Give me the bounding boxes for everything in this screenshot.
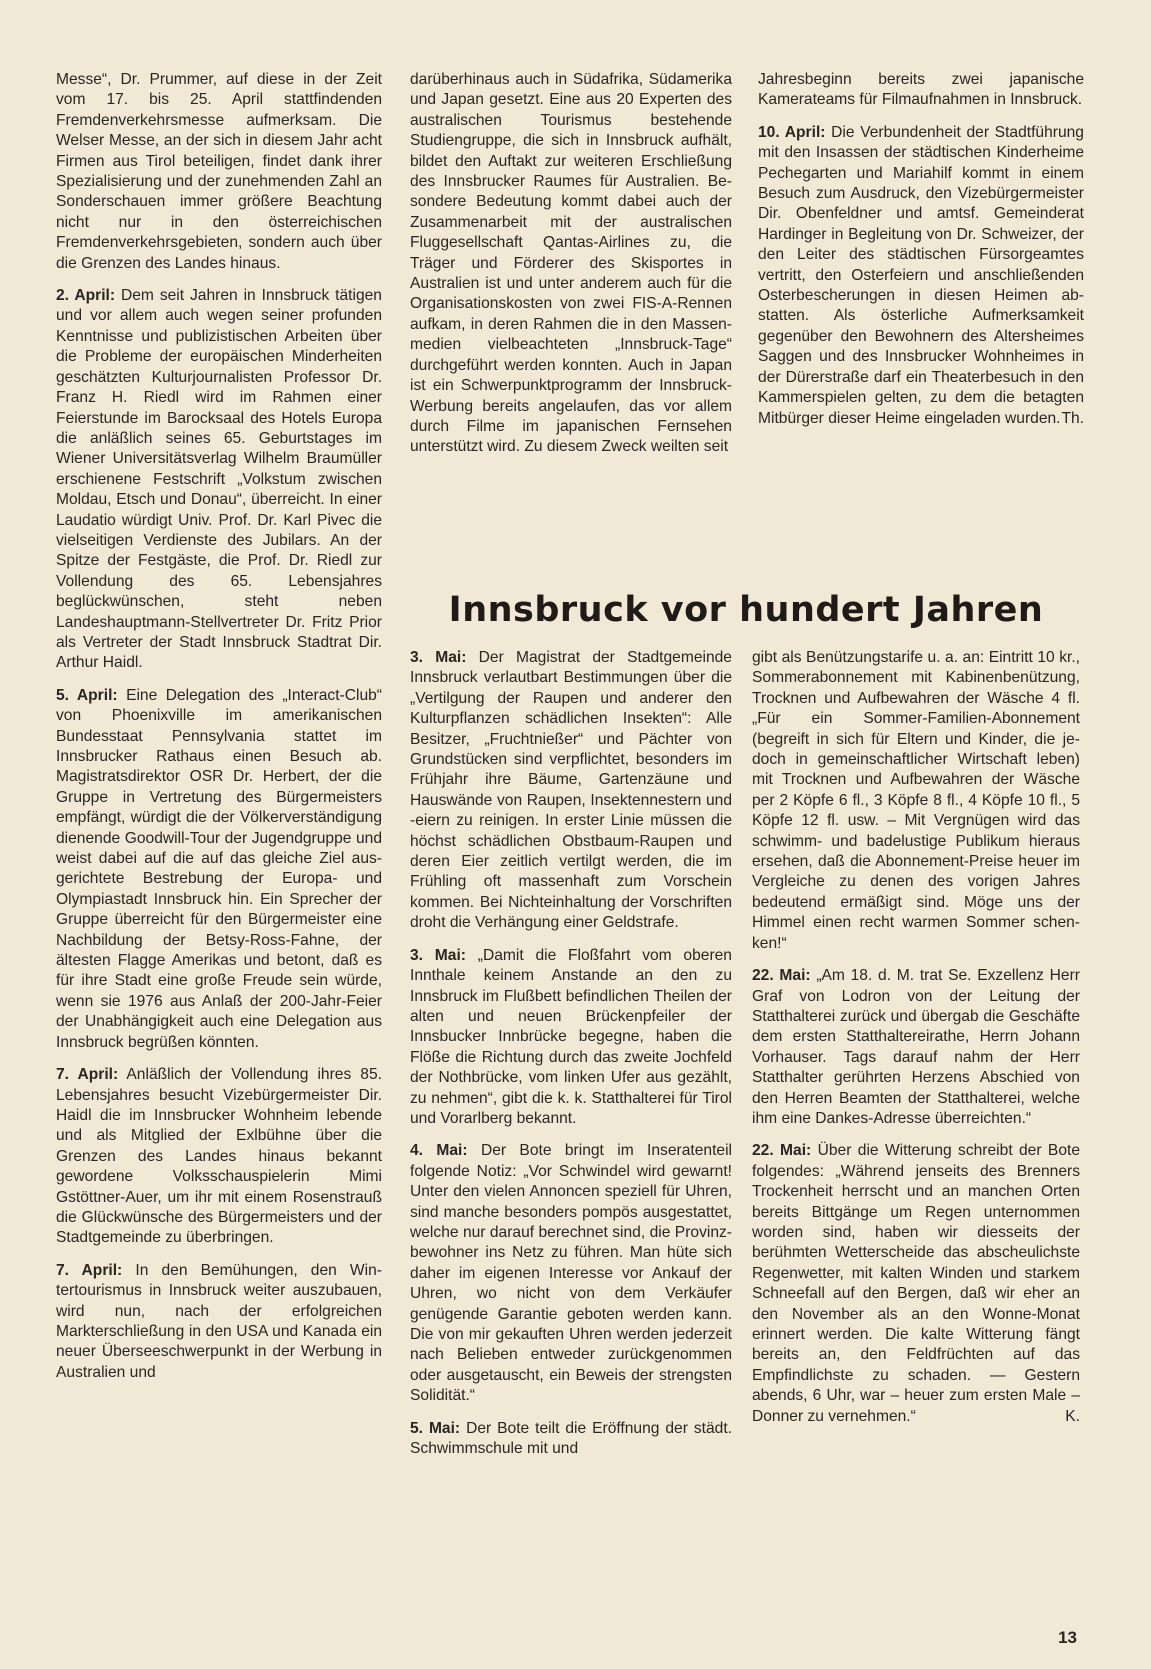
- paragraph: Jahresbeginn bereits zwei japanische Kamerateams für Filmaufnahmen in Innsbruck.: [758, 71, 1084, 109]
- paragraph: 5. Mai: Der Bote teilt die Eröffnung der städt. Schwimmschule mit und: [410, 1419, 732, 1458]
- paragraph: gibt als Benützungstarife u. a. an: Eintritt 10 kr., Sommerabonnement mit Kabinenbenützung, Trocknen und Aufbewahren der Wäsche 4 fl. „Für ein Sommer-Familien-Abonnement (begreift in sich für Eltern und Kinder, die jedoch in gemeinschaftlicher Wirtschaft leben) mit Trocknen und Aufbewahren der Wäsche per 2 Köpfe 6 fl., 3 Köpfe 8 fl., 4 Köpfe 10 fl., 5 Köpfe 12 fl. usw. – Mit Vergnügen wird das schwimm- und badelustige Publikum hieraus ersehen, daß die Abonnement-Preise heuer im Vergleiche zu denen des vorigen Jahres bedeutend ermäßigt sind. Möge uns der Himmel einen recht warmen Sommer schenken!“: [752, 649, 1080, 952]
- text-column-2: [410, 70, 732, 470]
- paragraph: 4. Mai: Der Bote bringt im Inseratenteil folgende Notiz: „Vor Schwindel wird gewarnt! Unter den vielen Annoncen speziell für Uhren, sind manche besonders pompös ausgestattet, welche nur darauf berechnet sind, die Provinzbewohner ins Netz zu führen. Man hüte sich daher im eigenen Interesse vor Ankauf der Uhren, wo nicht von dem Verkäufer genügende Garantie geboten werden kann. Die von mir gekauften Uhren werden jederzeit nach Belieben entweder zurückgenommen oder ausgetauscht, ein Beweis der strengsten Solidität.“: [410, 1142, 732, 1405]
- paragraph: 5. April: Eine Delegation des „Interact-Club“ von Phoenixville im amerikanischen Bundesstaat Pennsylvania stattet im Innsbrucker Rathaus einen Besuch ab. Magistratsdirektor OSR Dr. Herbert, der die Gruppe in Vertretung des Bürgermeisters empfängt, würdigt die der Völkerverständigung dienende Goodwill-Tour der Jugendgruppe und weist dabei auf die auf das gleiche Ziel ausgerichtete Bestrebung der Europa- und Olympiastadt Innsbruck hin. Ein Sprecher der Gruppe überreicht für den Bürgermeister eine Nachbildung der Betsy-Ross-Fahne, der ältesten Flagge Amerikas und betont, daß es für ihre Stadt eine große Freude sein würde, wenn sie 1976 aus Anlaß der 200-Jahr-Feier der Unabhängigkeit auch eine Delegation aus Innsbruck begrüßen könnten.: [56, 686, 382, 1051]
- section-headline: Innsbruck vor hundert Jahren: [448, 590, 1044, 630]
- text-column-3: [758, 70, 1084, 441]
- text-column-4: [410, 648, 732, 1471]
- author-signature: K.: [1065, 1407, 1080, 1425]
- paragraph: Messe“, Dr. Prummer, auf diese in der Zeit vom 17. bis 25. April stattfindenden Fremdenverkehrsmesse aufmerksam. Die Welser Messe, an der sich in diesem Jahr acht Firmen aus Tirol beteiligen, findet dank ihrer Spezialisierung und der zunehmenden Zahl an Sonderschauen immer größere Beachtung nicht nur in den österreichischen Fremdenverkehrsgebieten, sondern auch über die Grenzen des Landes hinaus.: [56, 71, 382, 272]
- paragraph: 7. April: Anläßlich der Vollendung ihres 85. Lebensjahres besucht Vizebürgermeister Dir. Haidl die im Innsbrucker Wohnheim lebende und als Mitglied der Exlbühne über die Grenzen des Landes hinaus bekannt gewordene Volksschauspielerin Mimi Gstöttner-Auer, um ihr mit einem Rosenstrauß die Glückwünsche des Bürgermeisters und der Stadtgemeinde zu überbringen.: [56, 1066, 382, 1247]
- paragraph: 3. Mai: Der Magistrat der Stadtgemeinde Innsbruck verlautbart Bestimmungen über die „Vertilgung der Raupen und anderer den Kulturpflanzen schädlichen Insekten“: Alle Besitzer, „Fruchtnießer“ und Pächter von Grundstücken sind verpflichtet, besonders im Frühjahr ihre Bäume, Gartenzäune und Hauswände von Raupen, Insektennestern und -eiern zu reinigen. In erster Linie müssen die höchst schädlichen Obstbaum-Raupen und deren Eier zeitlich vertilgt werden, die im Frühling oft massenhaft zum Vorschein kommen. Bei Nichteinhaltung der Vorschriften droht die Verhängung einer Geldstrafe.: [410, 649, 732, 932]
- paragraph: 22. Mai: „Am 18. d. M. trat Se. Exzellenz Herr Graf von Lodron von der Leitung der Statthalterei zurück und übergab die Geschäfte dem ersten Statthaltereirathe, Herrn Johann Vorhauser. Tags darauf nahm der Herr Statthalter gerührten Herzens Abschied von den Herren Beamten der Statthalterei, welche ihm eine Dankes-Adresse überreichten.“: [752, 967, 1080, 1127]
- text-column-5: [752, 648, 1080, 1439]
- paragraph: 2. April: Dem seit Jahren in Innsbruck tätigen und vor allem auch wegen seiner profunden Kenntnisse und publizistischen Arbeiten über die Probleme der europäischen Minderheiten geschätzten Kulturjournalisten Professor Dr. Franz H. Riedl wird im Rahmen einer Feierstunde im Barocksaal des Hotels Europa die anläßlich seines 65. Geburtstages im Wiener Universitätsverlag Wilhelm Braumüller erschienene Festschrift „Volkstum zwischen Moldau, Etsch und Donau“, überreicht. In einer Laudatio würdigt Univ. Prof. Dr. Karl Pivec die vielseitigen Verdienste des Jubilars. An der Spitze der Festgäste, die Prof. Dr. Riedl zur Vollendung des 65. Lebensjahres beglückwünschen, steht neben Landeshauptmann-Stellvertreter Dr. Fritz Prior als Vertreter der Stadt Innsbruck Stadtrat Dir. Arthur Haidl.: [56, 287, 382, 672]
- paragraph: 10. April: Die Verbundenheit der Stadtführung mit den Insassen der städtischen Kinderheime Pechegarten und Mariahilf kommt in einem Besuch zum Ausdruck, den Vizebürgermeister Dir. Obenfeldner und amtsf. Gemeinderat Hardinger in Begleitung von Dr. Schweizer, der den Leiter des städtischen Fürsorgeamtes vertritt, den Osterfeiern und anschließenden Osterbescherungen in diesen Heimen abstatten. Als österliche Aufmerksamkeit gegenüber den Bewohnern des Altersheimes Saggen und des Innsbrucker Wohnheimes in der Dürerstraße darf ein Theaterbesuch in den Kammerspielen gelten, zu dem die betagten Mitbürger dieser Heime eingeladen wurden. Th.: [758, 123, 1084, 429]
- text-column-1: [56, 70, 382, 1395]
- paragraph: 7. April: In den Bemühungen, den Wintertourismus in Innsbruck weiter auszubauen, wird nun, nach der erfolgreichen Markterschließung in den USA und Kanada ein neuer Überseeschwerpunkt in der Werbung in Australien und: [56, 1261, 382, 1381]
- paragraph: 22. Mai: Über die Witterung schreibt der Bote folgendes: „Während jenseits des Brenners Trockenheit herrscht und an manchen Orten bereits Bittgänge um Regen unternommen worden sind, haben wir diesseits der berühmten Wetterscheide das abscheulichste Regenwetter, mit kalten Winden und starkem Schneefall auf den Bergen, daß wir eher an den November als an den Wonne-Monat erinnert werden. Die kalte Witterung fängt bereits an, den Feldfrüchten auf das Empfindlichste zu schaden. — Gestern abends, 6 Uhr, war – heuer zum ersten Male – Donner zu vernehmen.“ K.: [752, 1141, 1080, 1427]
- paragraph: darüberhinaus auch in Südafrika, Südamerika und Japan gesetzt. Eine aus 20 Experten des australischen Tourismus bestehende Studiengruppe, die sich in Innsbruck aufhält, bildet den Auftakt zur weiteren Erschließung des Innsbrucker Raumes für Australien. Besondere Bedeutung kommt dabei auch der Zusammenarbeit mit der australischen Fluggesellschaft Qantas-Airlines zu, die Träger und Förderer des Skisportes in Australien ist und unter anderem auch für die Organisationskosten von zwei FIS-A-Rennen aufkam, in deren Rahmen die in den Massenmedien vielbeachteten „Innsbruck-Tage“ durchgeführt werden konnten. Auch in Japan ist ein Schwerpunktprogramm der Innsbruck-Werbung bereits angelaufen, das vor allem durch Filme im japanischen Fernsehen unterstützt wird. Zu diesem Zweck weilten seit: [410, 71, 732, 456]
- paragraph: 3. Mai: „Damit die Floßfahrt vom oberen Innthale keinem Anstande an den zu Innsbruck im Flußbett befindlichen Theilen der alten und neuen Brückenpfeiler der Innsbucker Innbrücke begegne, haben die Flöße die Richtung durch das zweite Jochfeld der Nothbrücke, vom linken Ufer aus gezählt, zu nehmen“, gibt die k. k. Statthalterei für Tirol und Vorarlberg bekannt.: [410, 946, 732, 1127]
- author-signature: Th.: [1061, 409, 1084, 427]
- page-number: 13: [1058, 1628, 1077, 1647]
